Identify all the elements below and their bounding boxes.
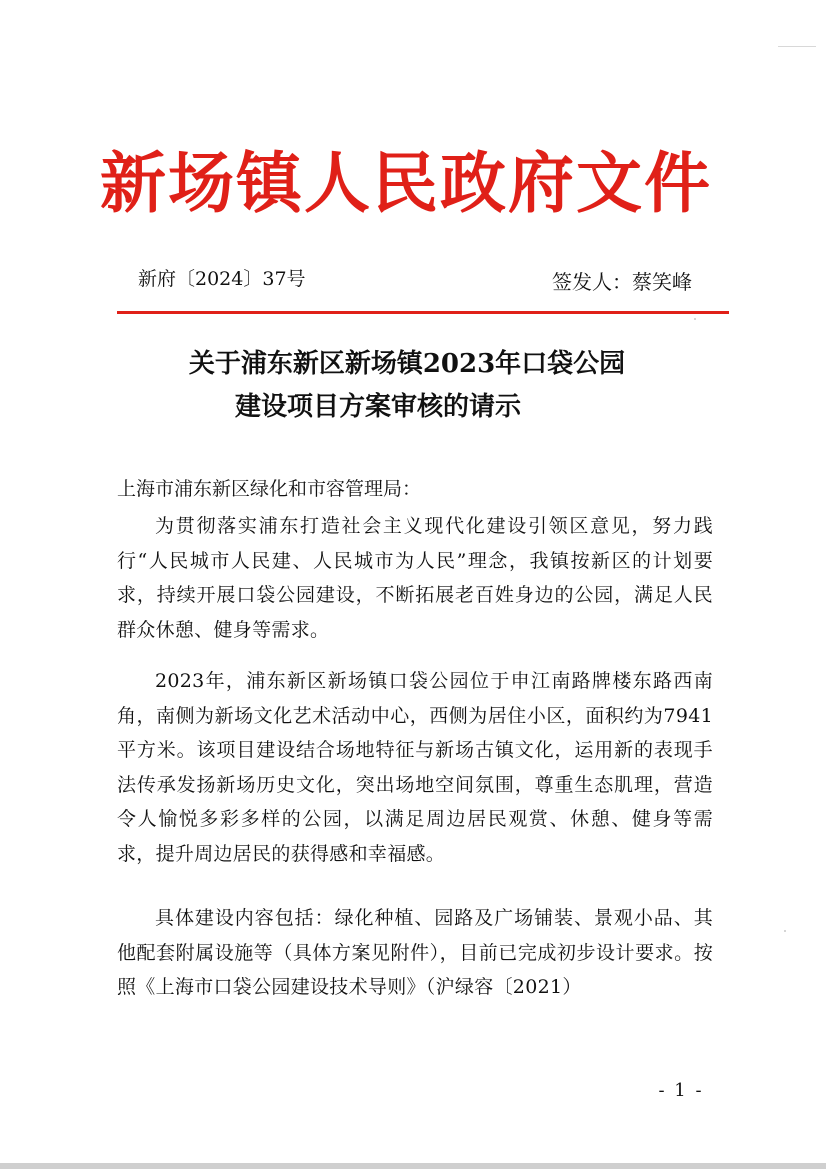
scan-bottom-edge bbox=[0, 1163, 826, 1169]
page-number: - 1 - bbox=[658, 1080, 704, 1101]
subject-line-1: 关于浦东新区新场镇2023年口袋公园 bbox=[188, 349, 626, 379]
scan-mark-top-right bbox=[778, 46, 816, 47]
red-separator-rule bbox=[117, 311, 729, 314]
body-paragraph-3: 具体建设内容包括：绿化种植、园路及广场铺装、景观小品、其他配套附属设施等（具体方案见附件），目前已完成初步设计要求。按照《上海市口袋公园建设技术导则》（沪绿容〔2021） bbox=[117, 907, 713, 998]
scan-dot bbox=[784, 930, 786, 932]
body-paragraph-2: 2023年，浦东新区新场镇口袋公园位于申江南路牌楼东路西南角，南侧为新场文化艺术活动中心，西侧为居住小区，面积约为7941平方米。该项目建设结合场地特征与新场古镇文化，运用新的表现手法传承发扬新场历史文化，突出场地空间氛围，尊重生态肌理，营造令人愉悦多彩多样的公园，以满足周边居民观赏、休憩、健身等需求，提升周边居民的获得感和幸福感。 bbox=[117, 670, 713, 865]
issuer-label: 签发人： bbox=[552, 270, 632, 294]
agency-document-title: 新场镇人民政府文件 bbox=[100, 144, 712, 222]
body-paragraph-1: 为贯彻落实浦东打造社会主义现代化建设引领区意见，努力践行“人民城市人民建、人民城市为人民”理念，我镇按新区的计划要求，持续开展口袋公园建设，不断拓展老百姓身边的公园，满足人民群众休憩、健身等需求。 bbox=[117, 515, 713, 641]
subject-line-2: 建设项目方案审核的请示 bbox=[234, 392, 521, 422]
issuer-name: 蔡笑峰 bbox=[632, 270, 692, 294]
request-subject bbox=[0, 343, 826, 429]
recipient-agency: 上海市浦东新区绿化和市容管理局： bbox=[117, 478, 422, 500]
scan-dot bbox=[694, 318, 696, 320]
document-number: 新府〔2024〕37号 bbox=[138, 268, 306, 290]
issuer-line bbox=[552, 268, 692, 296]
